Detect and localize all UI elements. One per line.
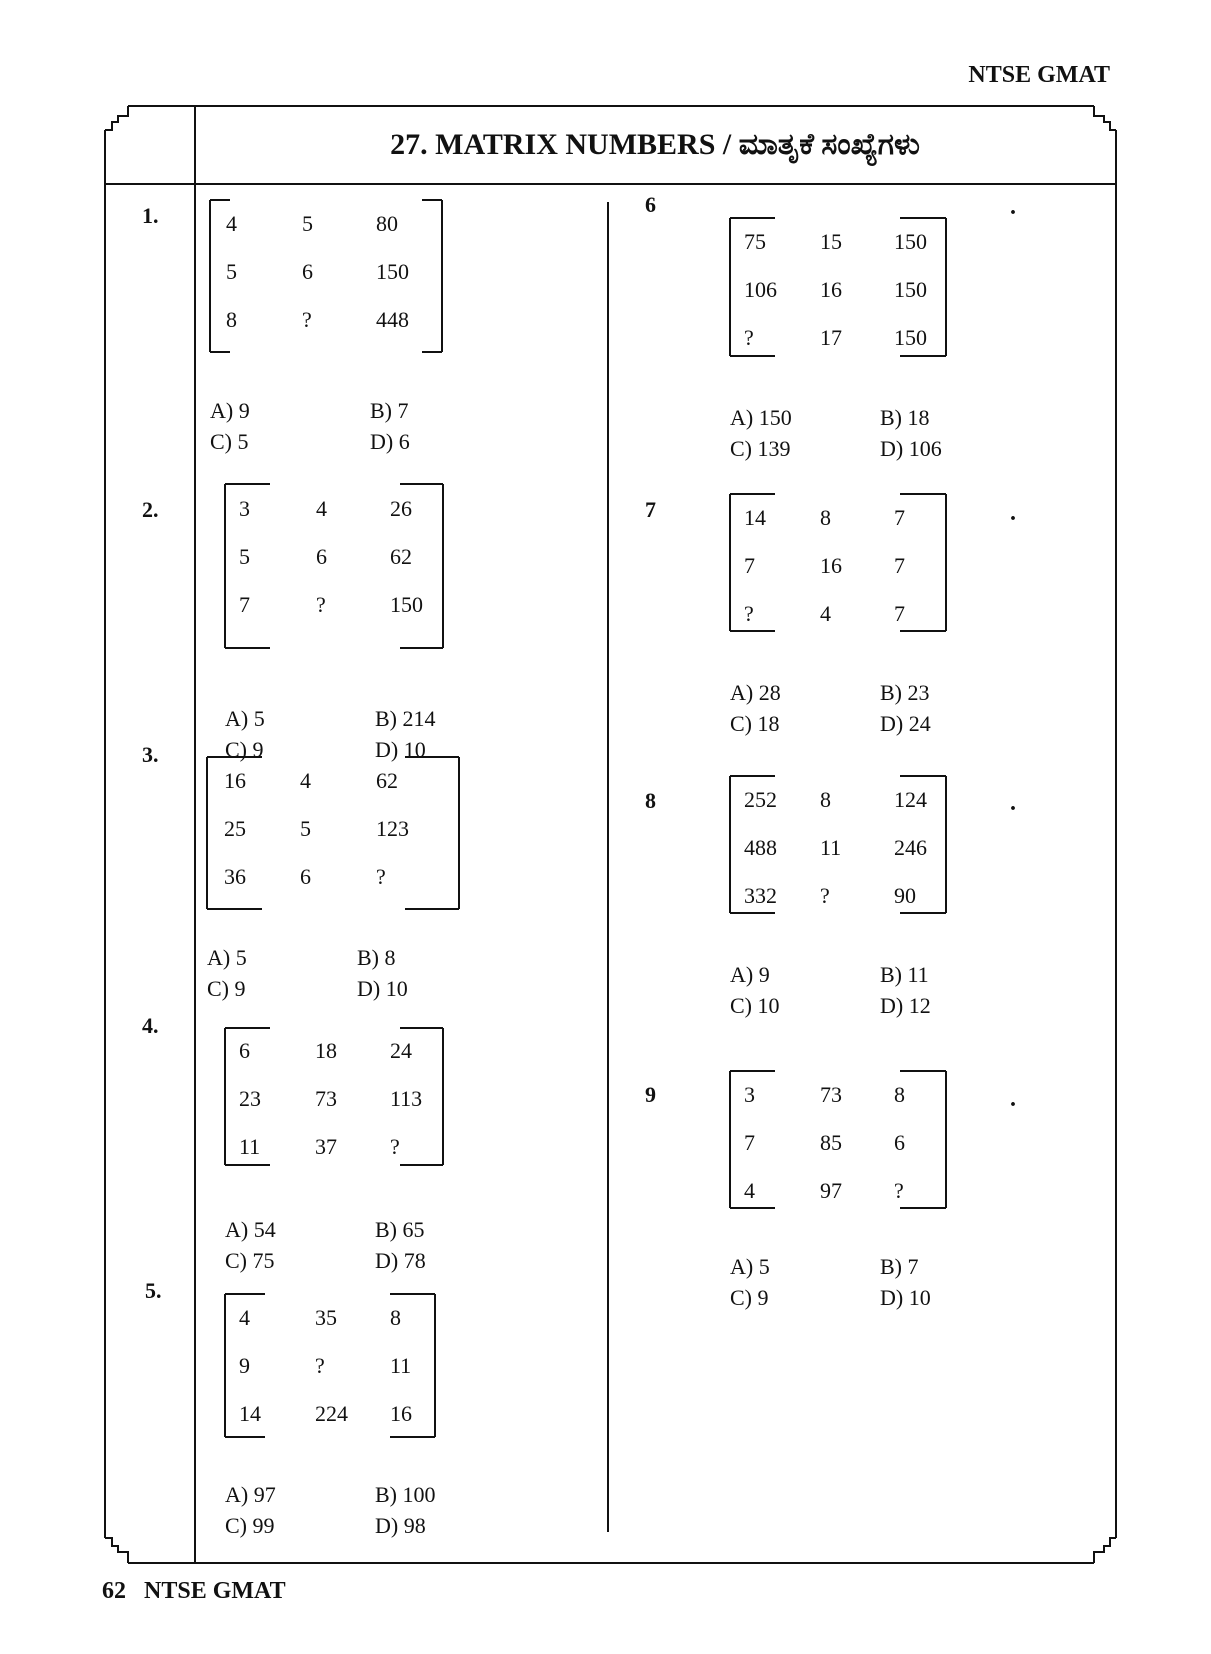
option-value: 9	[238, 398, 250, 423]
matrix-cell: 23	[239, 1086, 261, 1111]
option-value: 5	[235, 945, 247, 970]
answer-option	[375, 706, 436, 732]
matrix-cell: 6	[316, 544, 327, 569]
matrix-cell: 11	[820, 835, 842, 860]
option-value: 10	[385, 976, 408, 1001]
option-letter: C)	[730, 711, 752, 736]
option-letter: C)	[730, 436, 752, 461]
option-value: 7	[907, 1254, 919, 1279]
option-letter: D)	[370, 429, 394, 454]
option-letter: D)	[375, 1248, 399, 1273]
option-value: 18	[907, 405, 930, 430]
answer-option	[375, 1217, 425, 1243]
option-value: 10	[757, 993, 780, 1018]
matrix-cell: 106	[744, 277, 777, 302]
option-value: 10	[403, 737, 426, 762]
option-letter: D)	[880, 1285, 904, 1310]
bullet-dot: .	[1010, 790, 1016, 816]
answer-option	[880, 405, 930, 431]
matrix-cell: 8	[820, 505, 831, 530]
footer-title: NTSE GMAT	[144, 1578, 286, 1604]
option-value: 9	[234, 976, 246, 1001]
bullet-dot: .	[1010, 1086, 1016, 1112]
matrix-cell: 73	[820, 1082, 842, 1107]
matrix-cell: 6	[300, 864, 311, 889]
matrix-cell: 448	[376, 307, 409, 332]
answer-option	[730, 436, 791, 462]
answer-option	[730, 993, 780, 1019]
matrix-cell: 124	[894, 787, 927, 812]
matrix-cell: 150	[894, 229, 927, 254]
matrix-cell: 332	[744, 883, 777, 908]
answer-option	[225, 706, 265, 732]
matrix-cell: ?	[376, 864, 386, 889]
matrix-cell: ?	[744, 325, 754, 350]
matrix-cell: 150	[390, 592, 423, 617]
option-letter: A)	[730, 405, 754, 430]
option-letter: A)	[225, 1482, 249, 1507]
answer-option	[370, 398, 409, 424]
question-number: 8	[645, 788, 656, 813]
question-number: 4.	[142, 1013, 159, 1038]
page-number: 62	[102, 1578, 126, 1604]
option-value: 139	[757, 436, 791, 461]
matrix-cell: 11	[390, 1353, 412, 1378]
answer-option	[730, 711, 780, 737]
option-value: 23	[907, 680, 930, 705]
matrix-cell: 16	[820, 277, 842, 302]
running-header: NTSE GMAT	[968, 62, 1110, 88]
matrix-cell: 5	[239, 544, 250, 569]
matrix-cell: 26	[390, 496, 412, 521]
option-value: 9	[758, 962, 770, 987]
matrix-cell: 6	[302, 259, 313, 284]
option-letter: D)	[880, 436, 904, 461]
option-value: 7	[397, 398, 409, 423]
answer-option	[375, 1513, 426, 1539]
matrix-cell: 5	[300, 816, 311, 841]
matrix-cell: 24	[390, 1038, 412, 1063]
matrix-cell: 16	[820, 553, 842, 578]
option-value: 106	[908, 436, 942, 461]
option-value: 75	[252, 1248, 275, 1273]
answer-option	[225, 1513, 275, 1539]
answer-option	[880, 962, 929, 988]
matrix-cell: 4	[300, 768, 311, 793]
option-value: 9	[252, 737, 264, 762]
matrix-cell: 90	[894, 883, 916, 908]
answer-option	[730, 680, 781, 706]
matrix-cell: 18	[315, 1038, 337, 1063]
matrix-cell: 97	[820, 1178, 842, 1203]
option-value: 24	[908, 711, 931, 736]
matrix-cell: ?	[744, 601, 754, 626]
option-value: 99	[252, 1513, 275, 1538]
matrix-cell: 5	[302, 211, 313, 236]
matrix-cell: ?	[316, 592, 326, 617]
matrix-cell: 4	[239, 1305, 250, 1330]
option-value: 97	[253, 1482, 276, 1507]
answer-option	[880, 1254, 919, 1280]
matrix-cell: 15	[820, 229, 842, 254]
matrix-cell: 7	[744, 1130, 755, 1155]
option-letter: A)	[207, 945, 231, 970]
option-letter: D)	[880, 993, 904, 1018]
option-letter: D)	[880, 711, 904, 736]
matrix-cell: 73	[315, 1086, 337, 1111]
option-value: 214	[402, 706, 436, 731]
matrix-cell: 8	[226, 307, 237, 332]
option-value: 5	[237, 429, 249, 454]
matrix-cell: 150	[894, 277, 927, 302]
answer-option	[357, 945, 396, 971]
question-number: 5.	[145, 1278, 162, 1303]
option-value: 54	[253, 1217, 276, 1242]
matrix-cell: ?	[894, 1178, 904, 1203]
option-letter: B)	[375, 1217, 397, 1242]
option-value: 9	[757, 1285, 769, 1310]
matrix-cell: 4	[744, 1178, 755, 1203]
option-value: 18	[757, 711, 780, 736]
matrix-cell: 16	[224, 768, 246, 793]
question-number: 6	[645, 192, 656, 217]
chapter-title: 27. MATRIX NUMBERS / ಮಾತೃಕೆ ಸಂಖ್ಯೆಗಳು	[390, 128, 920, 161]
option-value: 12	[908, 993, 931, 1018]
option-letter: D)	[375, 1513, 399, 1538]
matrix-cell: 113	[390, 1086, 423, 1111]
option-value: 8	[384, 945, 396, 970]
option-letter: A)	[225, 1217, 249, 1242]
option-letter: C)	[225, 1248, 247, 1273]
matrix-cell: 7	[894, 505, 905, 530]
option-value: 11	[907, 962, 929, 987]
option-letter: D)	[357, 976, 381, 1001]
matrix-cell: 6	[894, 1130, 905, 1155]
option-letter: C)	[210, 429, 232, 454]
matrix-cell: 16	[390, 1401, 412, 1426]
matrix-cell: ?	[315, 1353, 325, 1378]
bullet-dot: .	[1010, 500, 1016, 526]
option-letter: B)	[375, 706, 397, 731]
matrix-cell: 8	[390, 1305, 401, 1330]
answer-option	[880, 1285, 931, 1311]
answer-option	[225, 1248, 275, 1274]
option-value: 100	[402, 1482, 436, 1507]
matrix-cell: 123	[376, 816, 409, 841]
matrix-cell: 35	[315, 1305, 337, 1330]
page-footer	[102, 1578, 286, 1605]
matrix-cell: 8	[820, 787, 831, 812]
option-letter: A)	[730, 1254, 754, 1279]
option-value: 150	[758, 405, 792, 430]
option-value: 98	[403, 1513, 426, 1538]
option-letter: C)	[225, 1513, 247, 1538]
option-letter: C)	[730, 993, 752, 1018]
matrix-cell: 7	[894, 553, 905, 578]
bullet-dot: .	[1010, 194, 1016, 220]
option-letter: C)	[207, 976, 229, 1001]
matrix-cell: 9	[239, 1353, 250, 1378]
matrix-cell: 7	[894, 601, 905, 626]
matrix-cell: 80	[376, 211, 398, 236]
matrix-cell: 36	[224, 864, 246, 889]
question-number: 3.	[142, 742, 159, 767]
answer-option	[375, 1482, 436, 1508]
matrix-cell: 7	[239, 592, 250, 617]
matrix-cell: 150	[376, 259, 409, 284]
answer-option	[730, 405, 792, 431]
matrix-cell: 3	[744, 1082, 755, 1107]
matrix-cell: ?	[302, 307, 312, 332]
matrix-cell: 75	[744, 229, 766, 254]
option-letter: C)	[730, 1285, 752, 1310]
option-value: 78	[403, 1248, 426, 1273]
option-letter: B)	[370, 398, 392, 423]
matrix-cell: 7	[744, 553, 755, 578]
matrix-cell: 37	[315, 1134, 337, 1159]
matrix-cell: ?	[390, 1134, 400, 1159]
matrix-cell: ?	[820, 883, 830, 908]
matrix-cell: 17	[820, 325, 842, 350]
matrix-cell: 246	[894, 835, 927, 860]
answer-option	[210, 398, 250, 424]
option-letter: A)	[225, 706, 249, 731]
answer-option	[370, 429, 410, 455]
option-letter: B)	[375, 1482, 397, 1507]
option-letter: C)	[225, 737, 247, 762]
option-letter: D)	[375, 737, 399, 762]
matrix-cell: 4	[316, 496, 327, 521]
matrix-cell: 488	[744, 835, 777, 860]
answer-option	[730, 1254, 770, 1280]
matrix-cell: 14	[744, 505, 766, 530]
option-value: 5	[758, 1254, 770, 1279]
option-letter: B)	[880, 962, 902, 987]
matrix-cell: 62	[390, 544, 412, 569]
option-letter: B)	[357, 945, 379, 970]
question-number: 9	[645, 1082, 656, 1107]
answer-option	[375, 1248, 426, 1274]
option-value: 6	[398, 429, 410, 454]
option-value: 65	[402, 1217, 425, 1242]
matrix-cell: 5	[226, 259, 237, 284]
answer-option	[880, 436, 942, 462]
answer-option	[880, 993, 931, 1019]
option-value: 10	[908, 1285, 931, 1310]
matrix-cell: 4	[226, 211, 237, 236]
answer-option	[207, 976, 246, 1002]
option-value: 28	[758, 680, 781, 705]
matrix-cell: 224	[315, 1401, 348, 1426]
matrix-cell: 25	[224, 816, 246, 841]
question-number: 1.	[142, 203, 159, 228]
matrix-cell: 150	[894, 325, 927, 350]
answer-option	[880, 711, 931, 737]
option-value: 5	[253, 706, 265, 731]
matrix-cell: 252	[744, 787, 777, 812]
matrix-cell: 8	[894, 1082, 905, 1107]
answer-option	[880, 680, 930, 706]
option-letter: A)	[730, 680, 754, 705]
matrix-cell: 62	[376, 768, 398, 793]
matrix-cell: 4	[820, 601, 831, 626]
matrix-cell: 85	[820, 1130, 842, 1155]
option-letter: B)	[880, 405, 902, 430]
question-number: 2.	[142, 497, 159, 522]
answer-option	[207, 945, 247, 971]
option-letter: B)	[880, 680, 902, 705]
answer-option	[730, 1285, 769, 1311]
answer-option	[225, 1482, 276, 1508]
option-letter: B)	[880, 1254, 902, 1279]
answer-option	[210, 429, 249, 455]
answer-option	[357, 976, 408, 1002]
option-letter: A)	[730, 962, 754, 987]
matrix-cell: 14	[239, 1401, 261, 1426]
question-number: 7	[645, 497, 656, 522]
matrix-cell: 11	[239, 1134, 261, 1159]
option-letter: A)	[210, 398, 234, 423]
matrix-cell: 6	[239, 1038, 250, 1063]
matrix-cell: 3	[239, 496, 250, 521]
answer-option	[730, 962, 770, 988]
answer-option	[225, 1217, 276, 1243]
